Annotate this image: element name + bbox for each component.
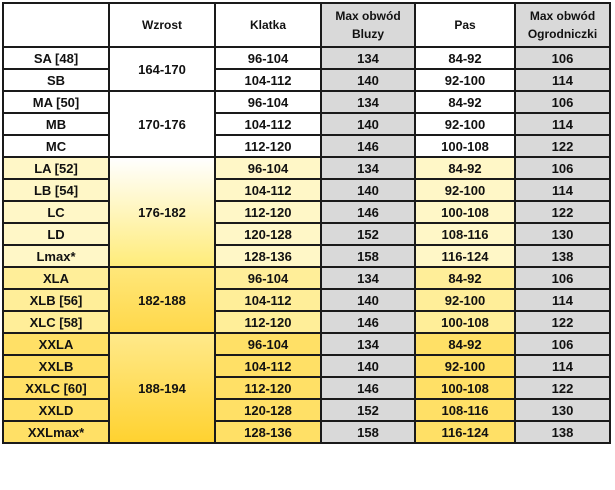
max-overall-cell: 114 bbox=[516, 114, 611, 136]
corner-cell bbox=[4, 4, 110, 48]
max-overall-cell: 122 bbox=[516, 136, 611, 158]
size-cell: MB bbox=[4, 114, 110, 136]
max-hoodie-cell: 146 bbox=[322, 378, 416, 400]
max-overall-cell: 106 bbox=[516, 268, 611, 290]
max-hoodie-cell: 134 bbox=[322, 92, 416, 114]
waist-cell: 100-108 bbox=[416, 378, 516, 400]
header-pas: Pas bbox=[416, 4, 516, 48]
max-overall-cell: 114 bbox=[516, 180, 611, 202]
table-row bbox=[4, 158, 611, 180]
table-row bbox=[4, 356, 611, 378]
waist-cell: 100-108 bbox=[416, 136, 516, 158]
header-max-bluzy-line1: Max obwód bbox=[335, 9, 401, 23]
max-hoodie-cell: 140 bbox=[322, 70, 416, 92]
chest-cell: 104-112 bbox=[216, 290, 322, 312]
max-hoodie-cell: 140 bbox=[322, 290, 416, 312]
size-cell: LA [52] bbox=[4, 158, 110, 180]
max-overall-cell: 138 bbox=[516, 246, 611, 268]
table-row bbox=[4, 114, 611, 136]
size-chart-table bbox=[2, 2, 611, 444]
size-cell: XLB [56] bbox=[4, 290, 110, 312]
header-row bbox=[4, 4, 611, 48]
max-hoodie-cell: 134 bbox=[322, 48, 416, 70]
chest-cell: 104-112 bbox=[216, 114, 322, 136]
max-overall-cell: 106 bbox=[516, 334, 611, 356]
waist-cell: 84-92 bbox=[416, 48, 516, 70]
chest-cell: 128-136 bbox=[216, 246, 322, 268]
table-row bbox=[4, 290, 611, 312]
table-row bbox=[4, 246, 611, 268]
waist-cell: 116-124 bbox=[416, 246, 516, 268]
size-cell: SA [48] bbox=[4, 48, 110, 70]
height-range-cell: 164-170 bbox=[110, 48, 216, 92]
max-hoodie-cell: 152 bbox=[322, 224, 416, 246]
waist-cell: 92-100 bbox=[416, 290, 516, 312]
chest-cell: 96-104 bbox=[216, 268, 322, 290]
header-wzrost: Wzrost bbox=[110, 4, 216, 48]
size-cell: LC bbox=[4, 202, 110, 224]
size-cell: XLC [58] bbox=[4, 312, 110, 334]
max-hoodie-cell: 134 bbox=[322, 268, 416, 290]
waist-cell: 108-116 bbox=[416, 400, 516, 422]
max-hoodie-cell: 146 bbox=[322, 312, 416, 334]
max-hoodie-cell: 134 bbox=[322, 334, 416, 356]
max-overall-cell: 106 bbox=[516, 48, 611, 70]
size-cell: Lmax* bbox=[4, 246, 110, 268]
table-row bbox=[4, 92, 611, 114]
max-hoodie-cell: 140 bbox=[322, 356, 416, 378]
size-cell: XLA bbox=[4, 268, 110, 290]
max-overall-cell: 130 bbox=[516, 224, 611, 246]
chest-cell: 112-120 bbox=[216, 312, 322, 334]
table-row bbox=[4, 136, 611, 158]
table-row bbox=[4, 312, 611, 334]
chest-cell: 104-112 bbox=[216, 70, 322, 92]
table-row bbox=[4, 224, 611, 246]
size-cell: XXLD bbox=[4, 400, 110, 422]
max-hoodie-cell: 152 bbox=[322, 400, 416, 422]
chest-cell: 104-112 bbox=[216, 356, 322, 378]
max-overall-cell: 138 bbox=[516, 422, 611, 444]
waist-cell: 116-124 bbox=[416, 422, 516, 444]
height-range-cell: 170-176 bbox=[110, 92, 216, 158]
chest-cell: 96-104 bbox=[216, 92, 322, 114]
max-overall-cell: 122 bbox=[516, 202, 611, 224]
waist-cell: 92-100 bbox=[416, 356, 516, 378]
chest-cell: 96-104 bbox=[216, 158, 322, 180]
max-hoodie-cell: 140 bbox=[322, 114, 416, 136]
waist-cell: 92-100 bbox=[416, 114, 516, 136]
max-overall-cell: 114 bbox=[516, 356, 611, 378]
size-cell: LB [54] bbox=[4, 180, 110, 202]
size-cell: XXLA bbox=[4, 334, 110, 356]
table-row bbox=[4, 202, 611, 224]
chest-cell: 112-120 bbox=[216, 202, 322, 224]
max-hoodie-cell: 158 bbox=[322, 422, 416, 444]
table-row bbox=[4, 268, 611, 290]
table-row bbox=[4, 422, 611, 444]
header-max-ogrodniczki-line1: Max obwód bbox=[529, 9, 596, 23]
max-hoodie-cell: 158 bbox=[322, 246, 416, 268]
max-overall-cell: 122 bbox=[516, 312, 611, 334]
chest-cell: 128-136 bbox=[216, 422, 322, 444]
height-range-cell: 182-188 bbox=[110, 268, 216, 334]
size-cell: XXLmax* bbox=[4, 422, 110, 444]
size-cell: SB bbox=[4, 70, 110, 92]
max-overall-cell: 114 bbox=[516, 70, 611, 92]
table-body bbox=[4, 48, 611, 444]
waist-cell: 84-92 bbox=[416, 92, 516, 114]
waist-cell: 92-100 bbox=[416, 70, 516, 92]
table-row bbox=[4, 400, 611, 422]
height-range-cell: 188-194 bbox=[110, 334, 216, 444]
table-row bbox=[4, 334, 611, 356]
size-cell: XXLB bbox=[4, 356, 110, 378]
chest-cell: 96-104 bbox=[216, 48, 322, 70]
max-overall-cell: 114 bbox=[516, 290, 611, 312]
max-overall-cell: 122 bbox=[516, 378, 611, 400]
waist-cell: 108-116 bbox=[416, 224, 516, 246]
chest-cell: 120-128 bbox=[216, 224, 322, 246]
chest-cell: 112-120 bbox=[216, 136, 322, 158]
table-row bbox=[4, 180, 611, 202]
header-max-bluzy bbox=[322, 4, 416, 48]
table-row bbox=[4, 48, 611, 70]
size-cell: MA [50] bbox=[4, 92, 110, 114]
header-max-ogrodniczki bbox=[516, 4, 611, 48]
table-row bbox=[4, 378, 611, 400]
max-overall-cell: 130 bbox=[516, 400, 611, 422]
max-hoodie-cell: 140 bbox=[322, 180, 416, 202]
chest-cell: 96-104 bbox=[216, 334, 322, 356]
chest-cell: 104-112 bbox=[216, 180, 322, 202]
waist-cell: 84-92 bbox=[416, 268, 516, 290]
height-range-cell: 176-182 bbox=[110, 158, 216, 268]
max-hoodie-cell: 146 bbox=[322, 136, 416, 158]
table-row bbox=[4, 70, 611, 92]
max-overall-cell: 106 bbox=[516, 92, 611, 114]
waist-cell: 84-92 bbox=[416, 334, 516, 356]
max-hoodie-cell: 134 bbox=[322, 158, 416, 180]
waist-cell: 100-108 bbox=[416, 312, 516, 334]
max-hoodie-cell: 146 bbox=[322, 202, 416, 224]
waist-cell: 84-92 bbox=[416, 158, 516, 180]
chest-cell: 112-120 bbox=[216, 378, 322, 400]
size-cell: MC bbox=[4, 136, 110, 158]
header-klatka: Klatka bbox=[216, 4, 322, 48]
size-cell: LD bbox=[4, 224, 110, 246]
waist-cell: 100-108 bbox=[416, 202, 516, 224]
max-overall-cell: 106 bbox=[516, 158, 611, 180]
size-cell: XXLC [60] bbox=[4, 378, 110, 400]
chest-cell: 120-128 bbox=[216, 400, 322, 422]
header-max-bluzy-line2: Bluzy bbox=[351, 27, 384, 41]
header-max-ogrodniczki-line2: Ogrodniczki bbox=[527, 27, 598, 41]
waist-cell: 92-100 bbox=[416, 180, 516, 202]
